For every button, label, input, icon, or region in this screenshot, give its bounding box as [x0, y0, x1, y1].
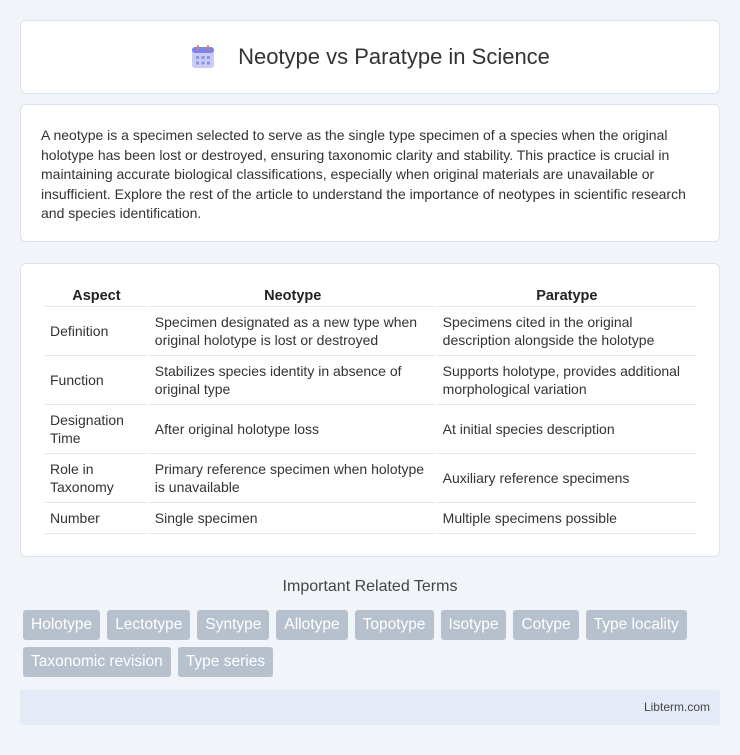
tag-topotype[interactable]: Topotype [355, 610, 434, 640]
comparison-table-card [20, 263, 720, 557]
page-title: Neotype vs Paratype in Science [238, 44, 550, 69]
cell-aspect: Function [45, 356, 148, 405]
tag-cotype[interactable]: Cotype [513, 610, 578, 640]
cell-paratype: Auxiliary reference specimens [438, 454, 696, 503]
tag-syntype[interactable]: Syntype [197, 610, 269, 640]
related-terms-heading: Important Related Terms [282, 578, 458, 595]
calendar-grid-icon [190, 44, 216, 70]
table-row [45, 405, 696, 454]
table-header-row [45, 284, 696, 307]
table-row [45, 454, 696, 503]
cell-aspect: Number [45, 503, 148, 534]
cell-neotype: Specimen designated as a new type when original holotype is lost or destroyed [150, 307, 436, 356]
table-row [45, 503, 696, 534]
cell-neotype: Stabilizes species identity in absence of original type [150, 356, 436, 405]
header-neotype: Neotype [150, 284, 436, 307]
tag-lectotype[interactable]: Lectotype [107, 610, 190, 640]
header-aspect: Aspect [45, 284, 148, 307]
related-terms-tags [23, 610, 723, 677]
table-row [45, 356, 696, 405]
cell-aspect: Designation Time [45, 405, 148, 454]
tag-holotype[interactable]: Holotype [23, 610, 100, 640]
footer-site-link[interactable]: Libterm.com [643, 700, 710, 714]
cell-paratype: At initial species description [438, 405, 696, 454]
cell-paratype: Specimens cited in the original description alongside the holotype [438, 307, 696, 356]
cell-neotype: After original holotype loss [150, 405, 436, 454]
cell-neotype: Primary reference specimen when holotype is unavailable [150, 454, 436, 503]
cell-neotype: Single specimen [150, 503, 436, 534]
table-row [45, 307, 696, 356]
intro-card [20, 104, 720, 242]
intro-paragraph: A neotype is a specimen selected to serve as the single type specimen of a species when the original holotype has been lost or destroyed, ensuring taxonomic clarity and stability. This practice is crucial in maintaining accurate biological classifications, especially when original materials are unavailable or insufficient. Explore the rest of the article to understand the importance of neotypes in scientific research and species identification. [41, 127, 686, 222]
comparison-table [43, 284, 698, 534]
cell-paratype: Supports holotype, provides additional morphological variation [438, 356, 696, 405]
cell-aspect: Definition [45, 307, 148, 356]
cell-paratype: Multiple specimens possible [438, 503, 696, 534]
header-paratype: Paratype [438, 284, 696, 307]
tag-isotype[interactable]: Isotype [441, 610, 507, 640]
tag-type-series[interactable]: Type series [178, 647, 273, 677]
title-card [20, 20, 720, 94]
tag-taxonomic-revision[interactable]: Taxonomic revision [23, 647, 171, 677]
footer [20, 690, 720, 725]
tag-allotype[interactable]: Allotype [276, 610, 347, 640]
tag-type-locality[interactable]: Type locality [586, 610, 687, 640]
cell-aspect: Role in Taxonomy [45, 454, 148, 503]
